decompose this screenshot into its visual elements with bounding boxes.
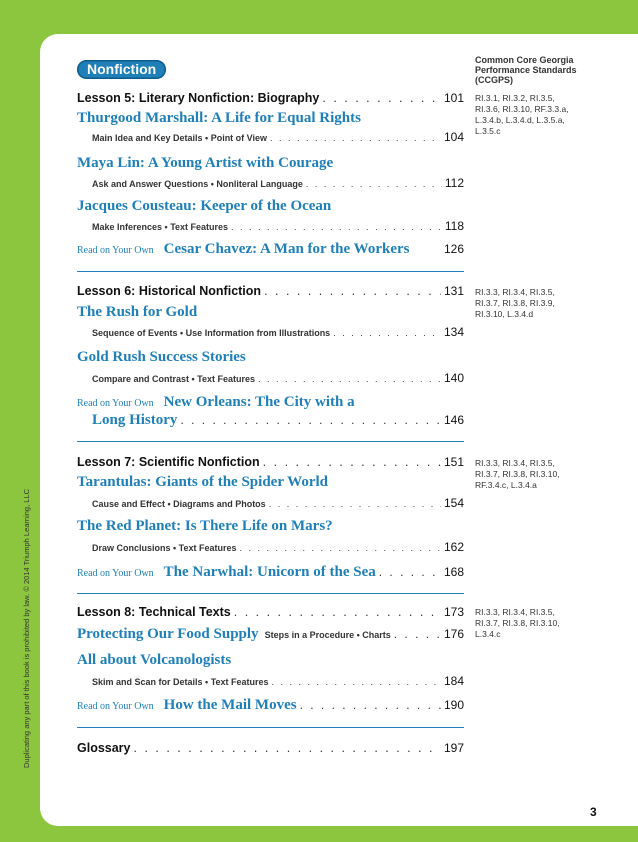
- read-on-your-own-entry[interactable]: [77, 241, 464, 258]
- story-title: New Orleans: The City with a: [163, 394, 355, 410]
- leader-dots: [322, 91, 441, 105]
- page-ref: 197: [443, 741, 464, 755]
- skill-entry[interactable]: [92, 674, 464, 688]
- lesson-title: Lesson 5: Literary Nonfiction: Biography: [77, 91, 320, 105]
- leader-dots: [264, 284, 441, 298]
- read-label: Read on Your Own: [77, 398, 154, 409]
- leader-dots: [134, 741, 441, 755]
- section-divider: [77, 727, 464, 728]
- page-ref: 104: [443, 130, 464, 144]
- page-ref: 146: [443, 413, 464, 427]
- lesson-7-standards: RI.3.3, RI.3.4, RI.3.5, RI.3.7, RI.3.8, RI.3.10, RF.3.4.c, L.3.4.a: [475, 458, 560, 490]
- leader-dots: [270, 133, 441, 143]
- page-ref: 151: [443, 455, 464, 469]
- lesson-6-standards: RI.3.3, RI.3.4, RI.3.5, RI.3.7, RI.3.8, RI.3.9, RI.3.10, L.3.4.d: [475, 287, 555, 319]
- page-ref: 131: [443, 284, 464, 298]
- glossary-title: Glossary: [77, 741, 131, 755]
- lesson-5-entry[interactable]: [77, 91, 464, 105]
- section-divider: [77, 441, 464, 442]
- page-ref: 101: [443, 91, 464, 105]
- story-entry[interactable]: [77, 626, 464, 643]
- skill-entry[interactable]: [92, 219, 464, 233]
- lesson-8-entry[interactable]: [77, 605, 464, 619]
- story-title: Cesar Chavez: A Man for the Workers: [163, 241, 410, 257]
- page-ref: 184: [443, 674, 464, 688]
- skill-entry[interactable]: [92, 130, 464, 144]
- leader-dots: [300, 698, 441, 712]
- leader-dots: [333, 328, 441, 338]
- story-entry[interactable]: [77, 304, 464, 321]
- story-title: How the Mail Moves: [163, 697, 297, 713]
- lesson-7-entry[interactable]: [77, 455, 464, 469]
- lesson-title: Lesson 6: Historical Nonfiction: [77, 284, 262, 298]
- story-entry[interactable]: [77, 198, 464, 215]
- page-ref: 168: [443, 565, 464, 579]
- leader-dots: [258, 374, 441, 384]
- skill-entry[interactable]: [92, 371, 464, 385]
- read-label: Read on Your Own: [77, 245, 154, 256]
- story-title: Protecting Our Food Supply: [77, 626, 259, 642]
- story-title: The Rush for Gold: [77, 304, 198, 320]
- lesson-8-standards: RI.3.3, RI.3.4, RI.3.5, RI.3.7, RI.3.8, RI.3.10, L.3.4.c: [475, 607, 560, 639]
- story-title: All about Volcanologists: [77, 652, 232, 668]
- skill-label: Ask and Answer Questions • Nonliteral Language: [92, 179, 303, 189]
- story-entry[interactable]: [77, 155, 464, 172]
- read-label: Read on Your Own: [77, 568, 154, 579]
- skill-label: Sequence of Events • Use Information from Illustrations: [92, 328, 331, 338]
- story-title: Thurgood Marshall: A Life for Equal Rights: [77, 110, 361, 126]
- leader-dots: [263, 455, 441, 469]
- story-entry[interactable]: [77, 652, 464, 669]
- story-title: Tarantulas: Giants of the Spider World: [77, 474, 329, 490]
- skill-entry[interactable]: [92, 325, 464, 339]
- skill-entry[interactable]: [92, 540, 464, 554]
- page-ref: 162: [443, 540, 464, 554]
- skill-entry[interactable]: [92, 496, 464, 510]
- skill-label: Skim and Scan for Details • Text Features: [92, 677, 269, 687]
- story-title: The Narwhal: Unicorn of the Sea: [163, 564, 376, 580]
- story-entry[interactable]: [77, 349, 464, 366]
- read-on-your-own-entry[interactable]: [77, 394, 464, 411]
- skill-label: Steps in a Procedure • Charts: [264, 630, 391, 640]
- section-divider: [77, 271, 464, 272]
- lesson-5-standards: RI.3.1, RI.3.2, RI.3.5, RI.3.6, RI.3.10, RF.3.3.a, L.3.4.b, L.3.4.d, L.3.5.a, L.3.5.c: [475, 93, 569, 136]
- skill-label: Main Idea and Key Details • Point of View: [92, 133, 268, 143]
- leader-dots: [272, 677, 441, 687]
- leader-dots: [240, 543, 441, 553]
- lesson-title: Lesson 7: Scientific Nonfiction: [77, 455, 260, 469]
- lesson-title: Lesson 8: Technical Texts: [77, 605, 231, 619]
- read-label: Read on Your Own: [77, 701, 154, 712]
- page-ref: 190: [443, 698, 464, 712]
- story-title: The Red Planet: Is There Life on Mars?: [77, 518, 333, 534]
- leader-dots: [269, 499, 441, 509]
- leader-dots: [180, 413, 441, 427]
- lesson-6-entry[interactable]: [77, 284, 464, 298]
- story-title: Jacques Cousteau: Keeper of the Ocean: [77, 198, 332, 214]
- nonfiction-badge: Nonfiction: [77, 60, 166, 79]
- read-on-your-own-entry-continued[interactable]: [92, 412, 464, 429]
- page-ref: 154: [443, 496, 464, 510]
- skill-label: Compare and Contrast • Text Features: [92, 374, 256, 384]
- side-notice-text: Duplicating any part of this book is prohibited by law. © 2014 Triumph Learning, LLC: [22, 488, 31, 768]
- story-title: Gold Rush Success Stories: [77, 349, 246, 365]
- skill-label: Cause and Effect • Diagrams and Photos: [92, 499, 266, 509]
- leader-dots: [379, 565, 441, 579]
- page-ref: 112: [444, 176, 464, 190]
- story-entry[interactable]: [77, 518, 464, 535]
- page-ref: 126: [443, 242, 464, 256]
- glossary-entry[interactable]: [77, 741, 464, 755]
- read-on-your-own-entry[interactable]: [77, 564, 464, 581]
- page-number: 3: [590, 805, 597, 819]
- page-ref: 134: [443, 325, 464, 339]
- story-title: Maya Lin: A Young Artist with Courage: [77, 155, 334, 171]
- section-divider: [77, 593, 464, 594]
- leader-dots: [394, 627, 441, 641]
- skill-entry[interactable]: [92, 176, 464, 190]
- page-ref: 176: [443, 627, 464, 641]
- leader-dots: [234, 605, 441, 619]
- standards-header: Common Core Georgia Performance Standards (CCGPS): [475, 55, 577, 85]
- read-on-your-own-entry[interactable]: [77, 697, 464, 714]
- page-ref: 118: [444, 219, 464, 233]
- leader-dots: [306, 179, 442, 189]
- page-ref: 173: [443, 605, 464, 619]
- story-entry[interactable]: [77, 474, 464, 491]
- story-entry[interactable]: [77, 110, 464, 127]
- leader-dots: [231, 222, 442, 232]
- story-title: Long History: [92, 412, 178, 428]
- page-ref: 140: [443, 371, 464, 385]
- skill-label: Draw Conclusions • Text Features: [92, 543, 237, 553]
- skill-label: Make Inferences • Text Features: [92, 222, 229, 232]
